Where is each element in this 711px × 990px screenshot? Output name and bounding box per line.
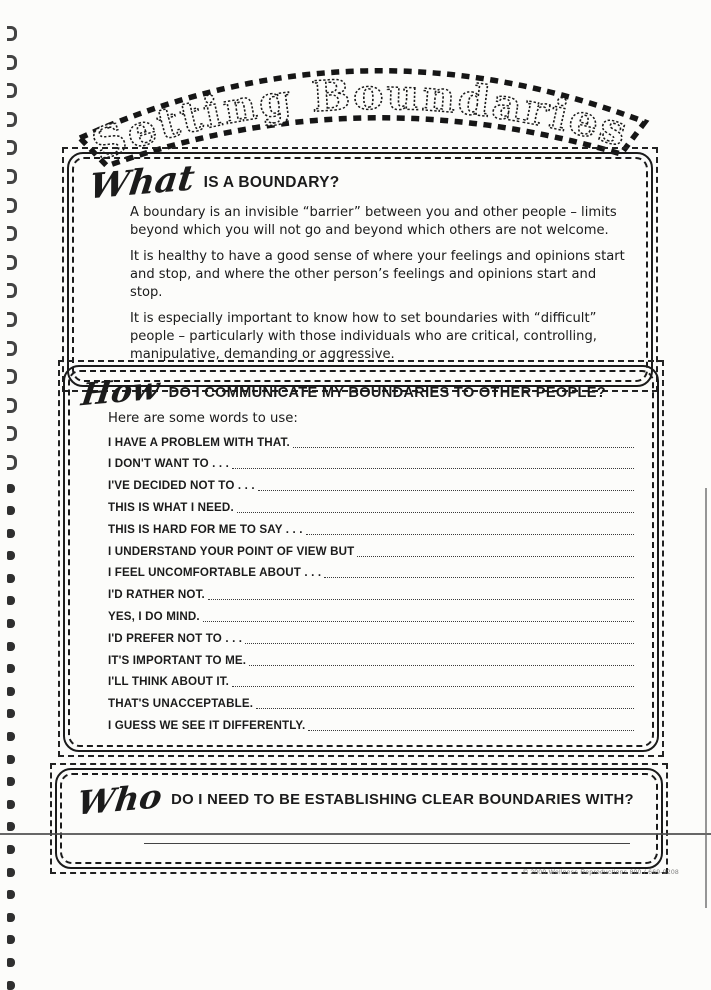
- binding-mark: [7, 369, 17, 384]
- binding-mark: [7, 426, 17, 441]
- dotted-leader: [203, 621, 634, 622]
- phrase-list: [108, 431, 634, 736]
- binding-mark: [7, 140, 17, 155]
- phrase-text: YES, I DO MIND.: [108, 610, 200, 624]
- phrase-row: [108, 474, 634, 496]
- phrase-text: I UNDERSTAND YOUR POINT OF VIEW BUT: [108, 544, 355, 558]
- dotted-leader: [324, 577, 634, 578]
- binding-mark: [7, 198, 17, 213]
- binding-mark: [7, 55, 17, 70]
- dotted-leader: [306, 534, 634, 535]
- scan-artifact-horizontal-line: [0, 833, 711, 835]
- binding-mark: [7, 529, 15, 538]
- binding-mark: [7, 226, 17, 241]
- phrase-text: I'D PREFER NOT TO . . .: [108, 631, 243, 645]
- binding-mark: [7, 341, 17, 356]
- dotted-leader: [249, 665, 634, 666]
- phrase-text: IT'S IMPORTANT TO ME.: [108, 653, 247, 667]
- what-paragraph: It is especially important to know how to set boundaries with “difficult” people – particularly with those individuals who are critical, controlling, manipulative, demanding or aggressive.: [130, 310, 597, 362]
- what-paragraphs: [130, 204, 630, 365]
- binding-mark: [7, 112, 17, 127]
- phrase-row: [108, 496, 634, 518]
- phrase-text: THIS IS WHAT I NEED.: [108, 501, 234, 515]
- binding-mark: [7, 398, 17, 413]
- binding-mark: [7, 845, 15, 854]
- dotted-leader: [308, 730, 634, 731]
- dotted-leader: [245, 643, 634, 644]
- phrase-row: [108, 518, 634, 540]
- phrase-row: [108, 671, 634, 693]
- binding-mark: [7, 83, 17, 98]
- phrase-text: I'VE DECIDED NOT TO . . .: [108, 479, 255, 493]
- binding-mark: [7, 800, 15, 809]
- phrase-row: [108, 540, 634, 562]
- binding-mark: [7, 574, 15, 583]
- phrase-row: [108, 714, 634, 736]
- binding-mark: [7, 169, 17, 184]
- phrase-text: I'D RATHER NOT.: [108, 588, 205, 602]
- dotted-leader: [208, 599, 634, 600]
- binding-mark: [7, 732, 15, 741]
- phrase-row: [108, 583, 634, 605]
- phrase-row: [108, 627, 634, 649]
- binding-mark: [7, 913, 15, 922]
- phrase-text: I DON'T WANT TO . . .: [108, 457, 229, 471]
- what-script-word: What: [86, 157, 197, 208]
- binding-mark: [7, 890, 15, 899]
- dotted-leader: [357, 556, 634, 557]
- page-title: Setting Boundaries: [85, 69, 633, 170]
- phrase-text: I FEEL UNCOMFORTABLE ABOUT . . .: [108, 566, 322, 580]
- binding-mark: [7, 755, 15, 764]
- dotted-leader: [237, 512, 634, 513]
- what-heading-row: [86, 157, 630, 208]
- binding-marks: [7, 26, 17, 990]
- what-heading: IS A BOUNDARY?: [203, 173, 340, 191]
- binding-mark: [7, 596, 15, 605]
- who-section-box: [50, 763, 668, 874]
- dotted-leader: [258, 490, 634, 491]
- copyright-text: © 2000 Wellness Reproductions 800 / 669-9208: [523, 869, 679, 876]
- binding-mark: [7, 312, 17, 327]
- binding-mark: [7, 935, 15, 944]
- binding-mark: [7, 958, 15, 967]
- what-section-box: [62, 147, 658, 392]
- binding-mark: [7, 642, 15, 651]
- who-script-word: Who: [75, 776, 165, 823]
- binding-mark: [7, 283, 17, 298]
- phrase-text: THIS IS HARD FOR ME TO SAY . . .: [108, 522, 303, 536]
- binding-mark: [7, 709, 15, 718]
- binding-mark: [7, 687, 15, 696]
- binding-mark: [7, 619, 15, 628]
- phrase-text: THAT'S UNACCEPTABLE.: [108, 697, 254, 711]
- who-heading: DO I NEED TO BE ESTABLISHING CLEAR BOUNDARIES WITH?: [171, 791, 634, 808]
- dotted-leader: [293, 447, 634, 448]
- binding-mark: [7, 551, 15, 560]
- binding-mark: [7, 455, 17, 470]
- what-paragraph: It is healthy to have a good sense of where your feelings and opinions start and stop, and where the other person’s feelings and opinions start and stop.: [130, 248, 625, 300]
- what-paragraph: A boundary is an invisible “barrier” between you and other people – limits beyond which you will not go and beyond which others are not welcome.: [130, 204, 617, 238]
- who-heading-row: [75, 776, 638, 823]
- binding-mark: [7, 868, 15, 877]
- phrase-text: I'LL THINK ABOUT IT.: [108, 675, 230, 689]
- phrase-row: [108, 649, 634, 671]
- binding-mark: [7, 255, 17, 270]
- phrase-row: [108, 692, 634, 714]
- how-heading-row: [79, 370, 636, 414]
- binding-mark: [7, 777, 15, 786]
- binding-mark: [7, 822, 15, 831]
- scan-artifact-vertical-line: [705, 488, 707, 908]
- dotted-leader: [256, 708, 634, 709]
- phrase-row: [108, 605, 634, 627]
- phrase-text: I HAVE A PROBLEM WITH THAT.: [108, 435, 290, 449]
- binding-mark: [7, 981, 15, 990]
- how-section-box: [58, 360, 664, 757]
- dotted-leader: [232, 686, 634, 687]
- binding-mark: [7, 664, 15, 673]
- phrase-row: [108, 431, 634, 453]
- phrase-text: I GUESS WE SEE IT DIFFERENTLY.: [108, 719, 306, 733]
- binding-mark: [7, 26, 17, 41]
- binding-mark: [7, 506, 15, 515]
- dotted-leader: [232, 468, 634, 469]
- phrase-row: [108, 562, 634, 584]
- how-script-word: How: [79, 370, 162, 414]
- binding-mark: [7, 484, 15, 493]
- how-heading: DO I COMMUNICATE MY BOUNDARIES TO OTHER PEOPLE?: [168, 384, 606, 401]
- phrase-row: [108, 453, 634, 475]
- how-intro: Here are some words to use:: [108, 410, 298, 426]
